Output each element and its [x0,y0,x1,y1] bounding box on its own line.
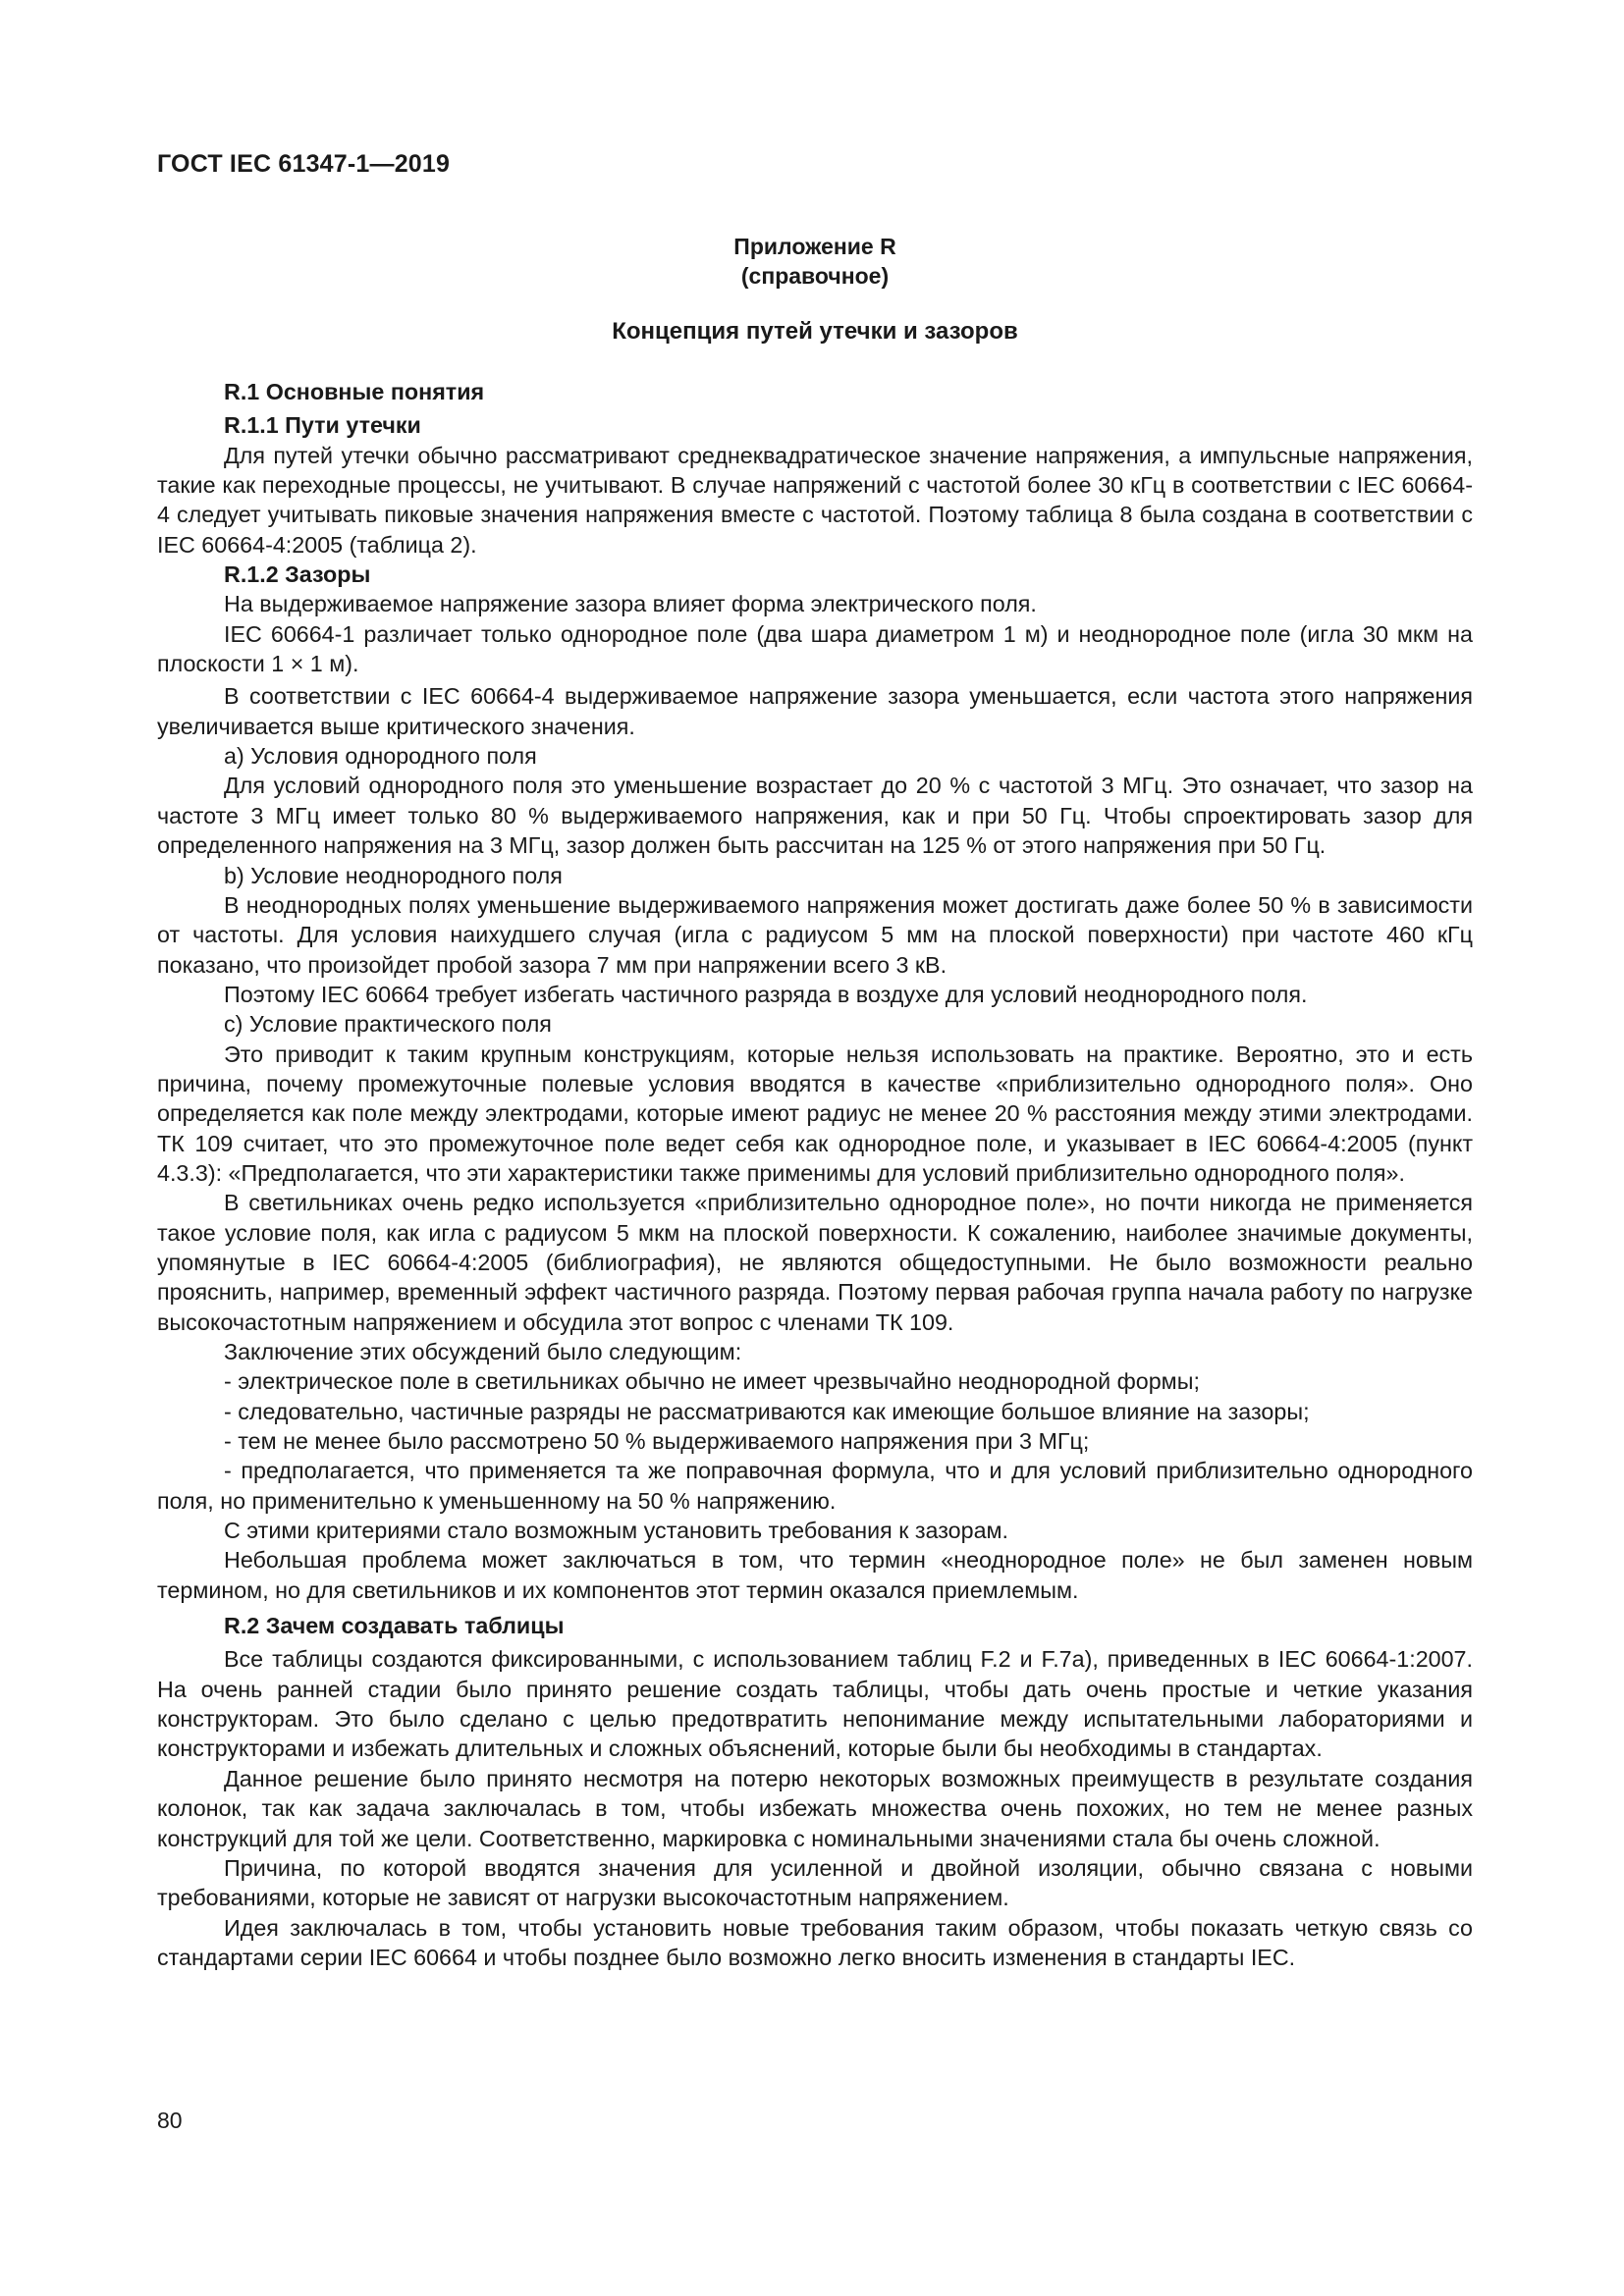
paragraph: Причина, по которой вводятся значения для усиленной и двойной изоляции, обычно связана с новыми требованиями, которые не зависят от нагрузки высокочастотным напряжением. [157,1854,1473,1911]
standard-header: ГОСТ IEC 61347-1—2019 [157,150,451,178]
paragraph: Для условий однородного поля это уменьшение возрастает до 20 % с частотой 3 МГц. Это означает, что зазор на частоте 3 МГц имеет только 80 % выдерживаемого напряжения, как и при 50 Гц. Чтобы спроектировать зазор для определенного напряжения на 3 МГц, зазор должен быть рассчитан на 125 % от этого напряжения при 50 Гц. [157,773,1473,859]
section-heading-r1: R.1 Основные понятия [224,379,485,404]
appendix-title: Концепция путей утечки и зазоров [612,318,1018,345]
list-item: - электрическое поле в светильниках обычно не имеет чрезвычайно неоднородной формы; [224,1368,1200,1395]
paragraph: На выдерживаемое напряжение зазора влияет форма электрического поля. [224,591,1037,617]
list-item-a: a) Условия однородного поля [224,743,537,770]
document-body [157,377,1473,1972]
section-heading-r2: R.2 Зачем создавать таблицы [224,1613,565,1639]
appendix-type: (справочное) [740,263,890,289]
paragraph: Это приводит к таким крупным конструкциям, которые нельзя использовать на практике. Вероятно, это и есть причина, почему промежуточные полевые условия вводятся в качестве «приблизительно однородного поля». Оно определяется как поле между электродами, которые имеют радиус не менее 20 % расстояния между этими электродами. ТК 109 считает, что это промежуточное поле ведет себя как однородное поле, и указывает в IEC 60664-4:2005 (пункт 4.3.3): «Предполагается, что эти характеристики также применимы для условий приблизительно однородного поля». [157,1041,1473,1186]
paragraph: С этими критериями стало возможным установить требования к зазорам. [224,1518,1009,1544]
paragraph: Идея заключалась в том, чтобы установить новые требования таким образом, чтобы показать четкую связь со стандартами серии IEC 60664 и чтобы позднее было возможно легко вносить изменения в стандарты IEC. [157,1914,1473,1970]
list-item-b: b) Условие неоднородного поля [224,862,563,888]
list-item: - предполагается, что применяется та же поправочная формула, что и для условий приблизительно однородного поля, но применительно к уменьшенному на 50 % напряжению. [157,1458,1473,1514]
page-number: 80 [157,2108,183,2133]
paragraph: В соответствии с IEC 60664-4 выдерживаемое напряжение зазора уменьшается, если частота этого напряжения увеличивается выше критического значения. [157,683,1473,739]
paragraph: Все таблицы создаются фиксированными, с использованием таблиц F.2 и F.7а), приведенных в IEC 60664-1:2007. На очень ранней стадии было принято решение создать таблицы, чтобы дать очень простые и четкие указания конструкторам. Это было сделано с целью предотвратить непонимание между испытательными лабораториями и конструкторами и избежать длительных и сложных объяснений, которые были бы необходимы в стандартах. [157,1646,1473,1762]
paragraph: Данное решение было принято несмотря на потерю некоторых возможных преимуществ в результате создания колонок, так как задача заключалась в том, чтобы избежать множества очень похожих, но тем не менее разных конструкций для той же цели. Соответственно, маркировка с номинальными значениями стала бы очень сложной. [157,1765,1473,1851]
list-item-c: c) Условие практического поля [224,1011,552,1038]
paragraph: В светильниках очень редко используется «приблизительно однородное поле», но почти никогда не применяется такое условие поля, как игла с радиусом 5 мкм на плоской поверхности. К сожалению, наиболее значимые документы, упомянутые в IEC 60664-4:2005 (библиография), не являются общедоступными. Не было возможности реально прояснить, например, временный эффект частичного разряда. Поэтому первая рабочая группа начала работу по нагрузке высокочастотным напряжением и обсудила этот вопрос с членами ТК 109. [157,1190,1473,1335]
list-item: - следовательно, частичные разряды не рассматриваются как имеющие большое влияние на зазоры; [224,1398,1310,1424]
paragraph: Для путей утечки обычно рассматривают среднеквадратическое значение напряжения, а импульсные напряжения, такие как переходные процессы, не учитывают. В случае напряжений с частотой более 30 кГц в соответствии с IEC 60664-4 следует учитывать пиковые значения напряжения вместе с частотой. Поэтому таблица 8 была создана в соответствии с IEC 60664-4:2005 (таблица 2). [157,442,1473,558]
paragraph: Небольшая проблема может заключаться в том, что термин «неоднородное поле» не был заменен новым термином, но для светильников и их компонентов этот термин оказался приемлемым. [157,1547,1473,1603]
appendix-label: Приложение R [733,234,896,259]
paragraph: IEC 60664-1 различает только однородное поле (два шара диаметром 1 м) и неоднородное поле (игла 30 мкм на плоскости 1 × 1 м). [157,620,1473,677]
subsection-heading-r12: R.1.2 Зазоры [224,561,371,588]
subsection-heading-r11: R.1.1 Пути утечки [224,412,421,439]
list-item: - тем не менее было рассмотрено 50 % выдерживаемого напряжения при 3 МГц; [224,1428,1090,1455]
paragraph: Поэтому IEC 60664 требует избегать частичного разряда в воздухе для условий неоднородного поля. [224,981,1308,1007]
paragraph: В неоднородных полях уменьшение выдерживаемого напряжения может достигать даже более 50 % в зависимости от частоты. Для условия наихудшего случая (игла с радиусом 5 мм на плоской поверхности) при частоте 460 кГц показано, что произойдет пробой зазора 7 мм при напряжении всего 3 кВ. [157,891,1473,978]
paragraph: Заключение этих обсуждений было следующим: [224,1339,742,1364]
appendix-heading [157,232,1473,291]
